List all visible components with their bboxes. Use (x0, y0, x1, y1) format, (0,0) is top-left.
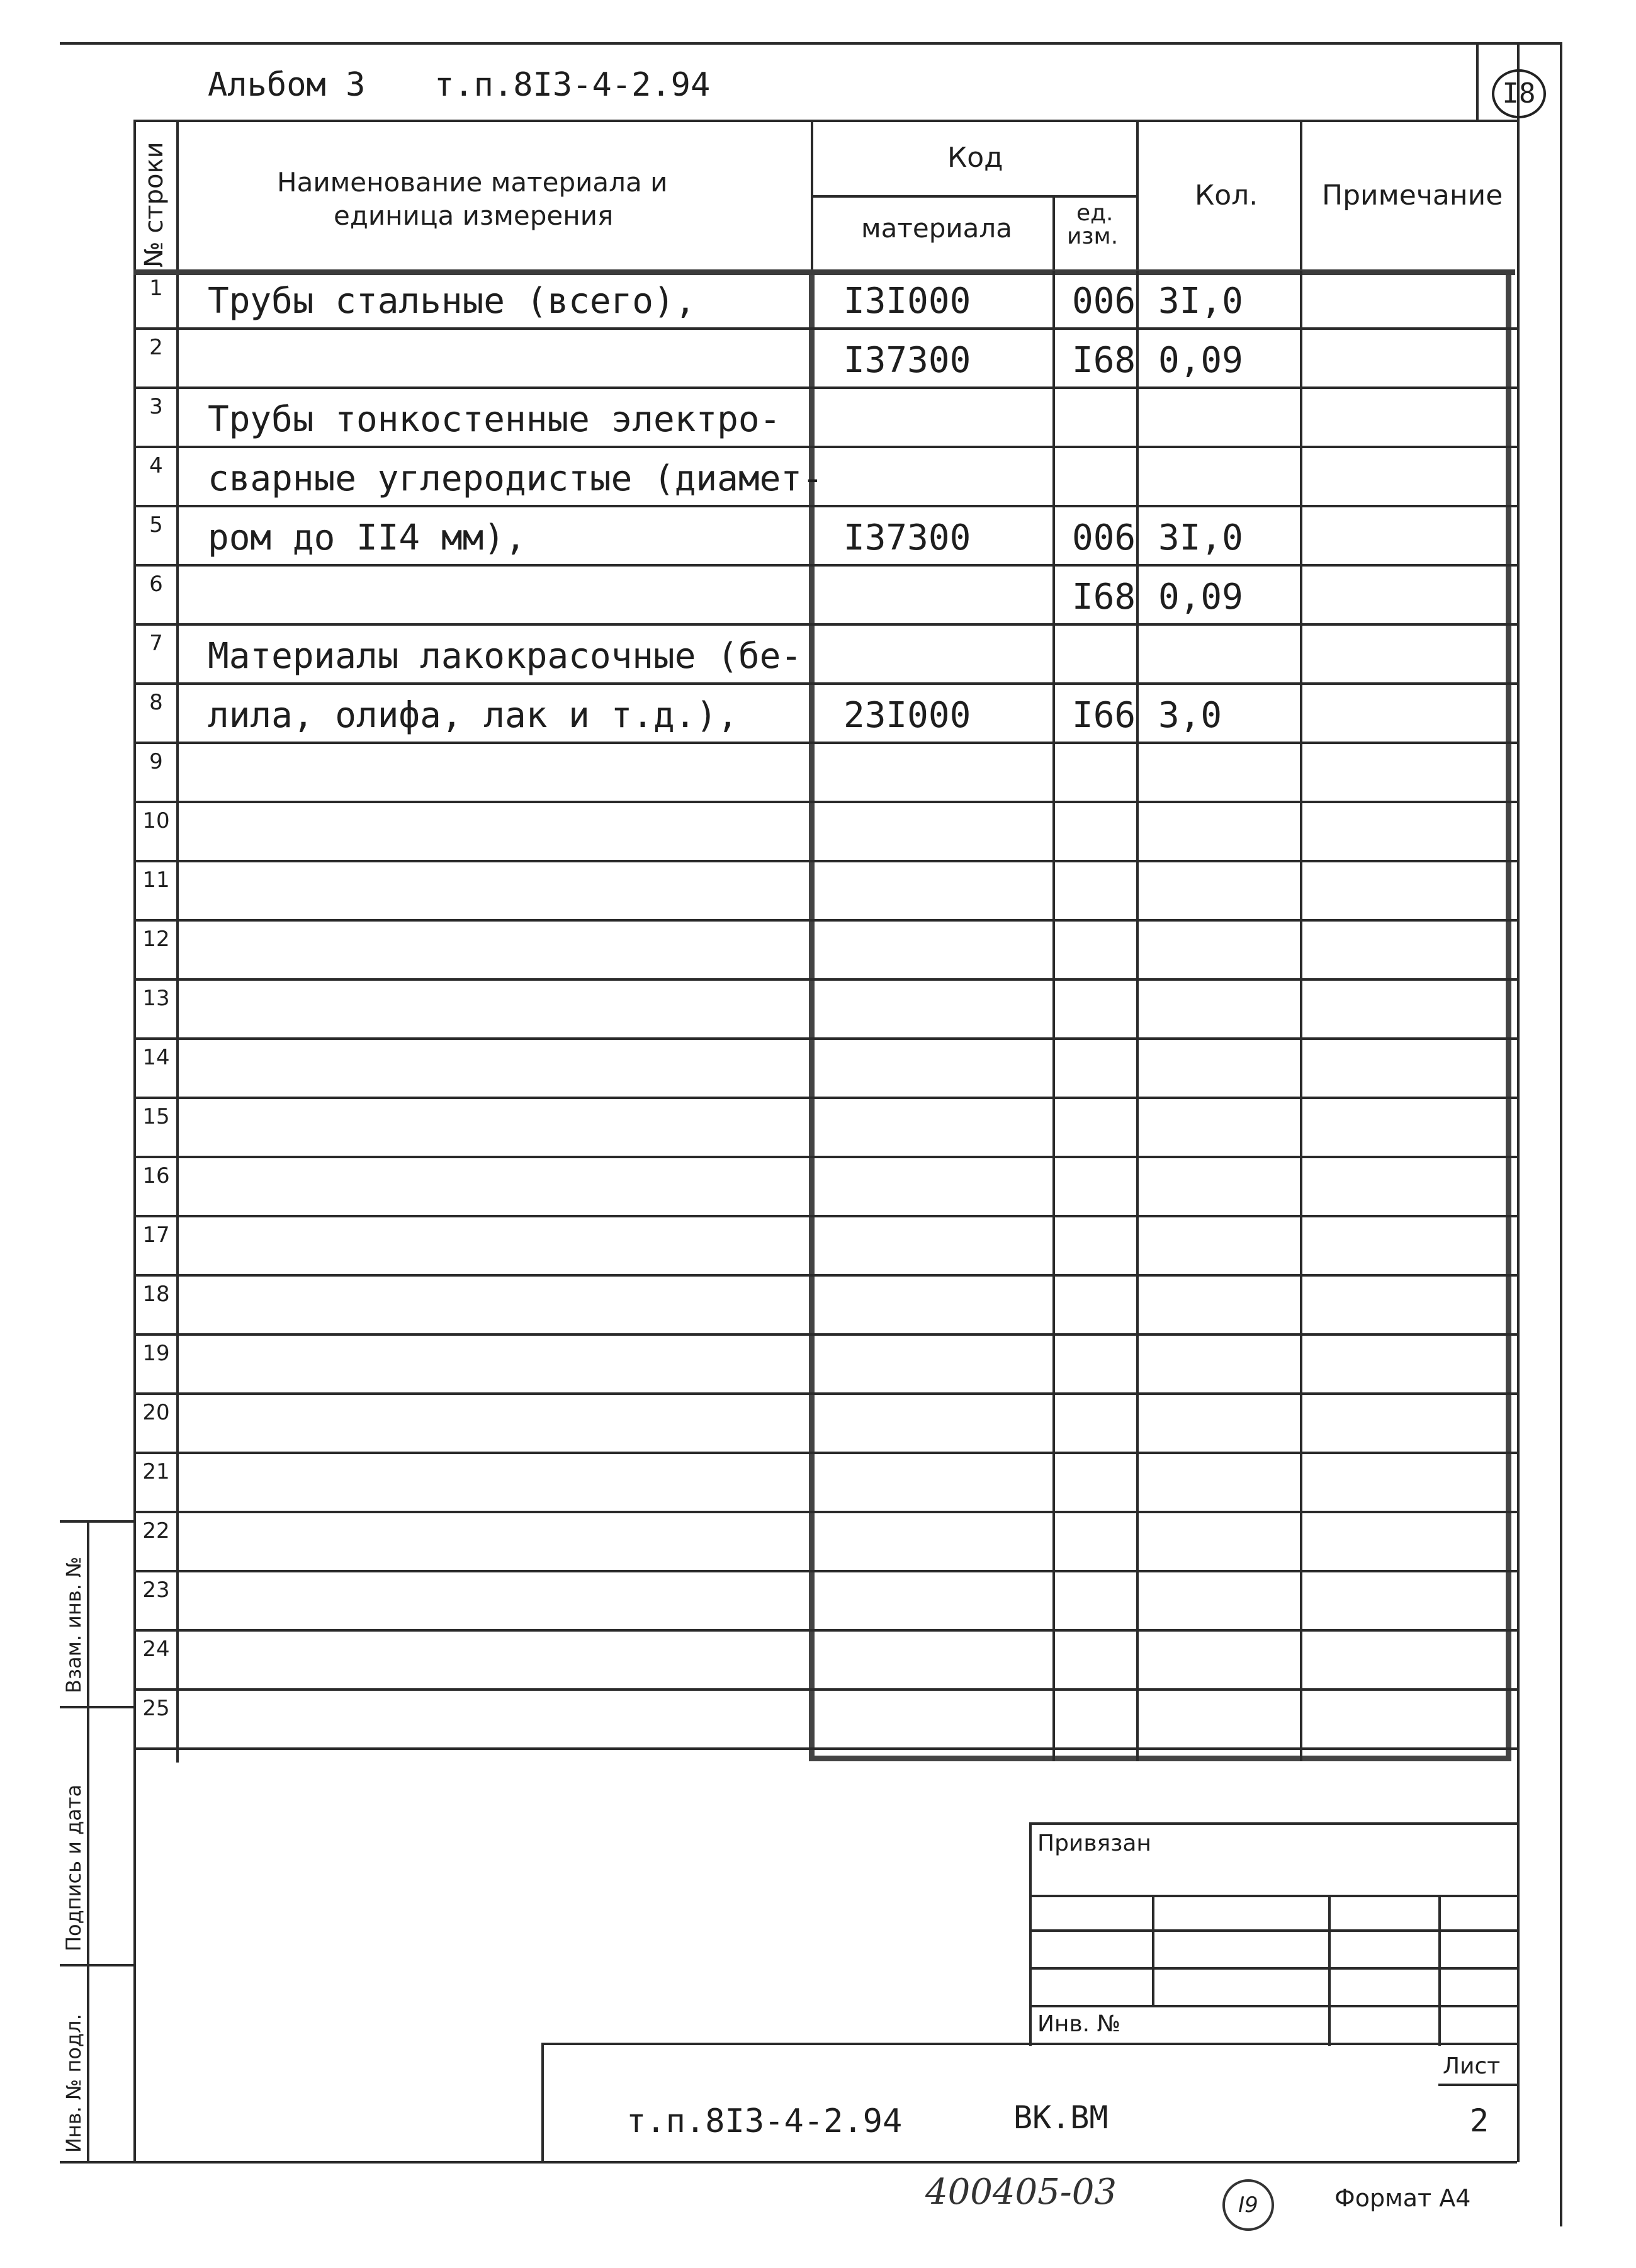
row-line (133, 564, 1517, 567)
project-code: т.п.8I3-4-2.94 (434, 66, 711, 104)
row-number: 24 (142, 1637, 170, 1662)
header-code: Код (947, 142, 1003, 174)
sheet-number: 2 (1470, 2102, 1489, 2139)
header-bottom-line (133, 269, 1515, 275)
stamp-col-2 (1328, 1895, 1331, 2046)
row-unit-code: 006 (1072, 517, 1136, 558)
side-stamp-div1 (60, 1706, 133, 1708)
row-quantity: 3I,0 (1158, 281, 1243, 322)
privyazan-left (1029, 1822, 1032, 2046)
col-qty-line (1136, 271, 1139, 1761)
row-line (133, 860, 1517, 862)
row-number: 9 (149, 749, 163, 774)
side-inv-podl-label: Инв. № подл. (62, 2014, 86, 2153)
row-number: 13 (142, 986, 170, 1011)
row-line (133, 386, 1517, 389)
row-line (133, 919, 1517, 922)
row-number: 20 (142, 1400, 170, 1425)
footer-circle-number: I9 (1222, 2179, 1274, 2231)
row-number: 21 (142, 1459, 170, 1484)
row-material-code: I3I000 (843, 281, 971, 322)
row-line (133, 623, 1517, 626)
row-number: 10 (142, 808, 170, 833)
row-material: Трубы стальные (всего), (208, 281, 696, 322)
row-unit-code: 006 (1072, 281, 1136, 322)
row-line (133, 1215, 1517, 1217)
row-number: 4 (149, 453, 163, 478)
header-code-unit-1: ед. (1076, 200, 1114, 226)
row-number: 2 (149, 335, 163, 360)
row-number: 23 (142, 1577, 170, 1603)
row-line (133, 446, 1517, 448)
stamp-line-4 (1029, 2005, 1517, 2007)
row-number: 16 (142, 1163, 170, 1188)
row-line (133, 1511, 1517, 1513)
row-line (133, 1629, 1517, 1632)
top-border (60, 42, 1560, 45)
row-number: 15 (142, 1104, 170, 1129)
row-unit-code: I66 (1072, 695, 1136, 736)
stamp-line-1 (1029, 1895, 1517, 1897)
row-line (133, 682, 1517, 685)
side-vzam-label: Взам. инв. № (62, 1556, 86, 1693)
row-line (133, 327, 1517, 330)
row-line (133, 1274, 1517, 1277)
row-quantity: 0,09 (1158, 577, 1243, 618)
page-number-circle: I8 (1492, 69, 1546, 118)
header-row-number: № строки (140, 142, 169, 268)
row-quantity: 3,0 (1158, 695, 1222, 736)
row-material: лила, олифа, лак и т.д.), (208, 695, 738, 736)
stamp-code: ВК.ВМ (1013, 2099, 1109, 2136)
row-line (133, 742, 1517, 744)
row-line (133, 1747, 1517, 1750)
stamp-line-2 (1029, 1929, 1517, 1932)
col-note-line (1300, 271, 1302, 1761)
row-quantity: 3I,0 (1158, 517, 1243, 558)
row-material: сварные углеродистые (диамет- (208, 458, 823, 499)
row-line (133, 1688, 1517, 1691)
row-number: 25 (142, 1696, 170, 1721)
side-podpis-label: Подпись и дата (62, 1784, 86, 1951)
row-material-code: 23I000 (843, 695, 971, 736)
row-number: 3 (149, 394, 163, 419)
side-stamp-div2 (60, 1964, 133, 1966)
row-number: 5 (149, 512, 163, 538)
handwritten-number: 400405-03 (925, 2172, 1117, 2213)
stamp-designation: т.п.8I3-4-2.94 (626, 2102, 903, 2140)
header-name-line2: единица измерения (334, 200, 614, 231)
row-number: 12 (142, 927, 170, 952)
row-line (133, 801, 1517, 803)
code-subheader-line (811, 195, 1136, 198)
row-unit-code: I68 (1072, 577, 1136, 618)
privyazan-label: Привязан (1037, 1831, 1151, 1856)
album-label: Альбом 3 (208, 66, 366, 104)
stamp-inv-label: Инв. № (1037, 2011, 1121, 2037)
header-note: Примечание (1322, 179, 1503, 212)
header-separator (1476, 42, 1479, 121)
row-line (133, 1156, 1517, 1158)
row-line (133, 1452, 1517, 1454)
row-material-code: I37300 (843, 517, 971, 558)
row-number: 7 (149, 631, 163, 656)
side-stamp-line (87, 1520, 89, 2162)
row-line (133, 1097, 1517, 1099)
left-frame-lower (133, 1759, 136, 2162)
row-quantity: 0,09 (1158, 340, 1243, 381)
bottom-border (60, 2161, 1517, 2164)
row-line (133, 1333, 1517, 1336)
row-line (133, 505, 1517, 507)
header-code-unit-2: изм. (1067, 223, 1119, 249)
table-top-line (133, 120, 1518, 122)
row-line (133, 978, 1517, 981)
col-rowno-line (176, 120, 179, 1763)
sheet-label-line (1438, 2084, 1517, 2086)
row-number: 18 (142, 1282, 170, 1307)
row-line (133, 1037, 1517, 1040)
stamp-col-1 (1152, 1895, 1154, 2005)
stamp-line-3 (1029, 1967, 1517, 1970)
row-unit-code: I68 (1072, 340, 1136, 381)
title-block-top (541, 2043, 1517, 2045)
row-number: 14 (142, 1045, 170, 1070)
header-qty: Кол. (1195, 179, 1258, 212)
privyazan-top (1029, 1822, 1517, 1825)
col-qty-line-h (1136, 120, 1139, 271)
row-number: 1 (149, 276, 163, 301)
row-number: 22 (142, 1518, 170, 1543)
col-ed-line-h (1052, 195, 1055, 271)
row-material-code: I37300 (843, 340, 971, 381)
right-border (1560, 42, 1562, 2226)
col-ed-line (1052, 271, 1055, 1761)
format-label: Формат А4 (1334, 2184, 1471, 2212)
row-material: Трубы тонкостенные электро- (208, 399, 781, 440)
right-table-line (1517, 120, 1520, 2162)
row-line (133, 1392, 1517, 1395)
sheet-label: Лист (1443, 2053, 1501, 2079)
title-block-left (541, 2043, 544, 2162)
row-number: 6 (149, 572, 163, 597)
data-block-border (809, 269, 1511, 1761)
row-number: 17 (142, 1222, 170, 1248)
row-material: Материалы лакокрасочные (бе- (208, 636, 803, 677)
header-code-material: материала (861, 213, 1013, 244)
stamp-col-3 (1438, 1895, 1441, 2046)
row-number: 11 (142, 867, 170, 893)
row-line (133, 1570, 1517, 1572)
side-stamp-top (60, 1520, 133, 1523)
row-number: 8 (149, 690, 163, 715)
col-note-line-h (1300, 120, 1302, 271)
row-material: ром до II4 мм), (208, 517, 526, 558)
row-number: 19 (142, 1341, 170, 1366)
header-name-line1: Наименование материала и (277, 167, 668, 198)
